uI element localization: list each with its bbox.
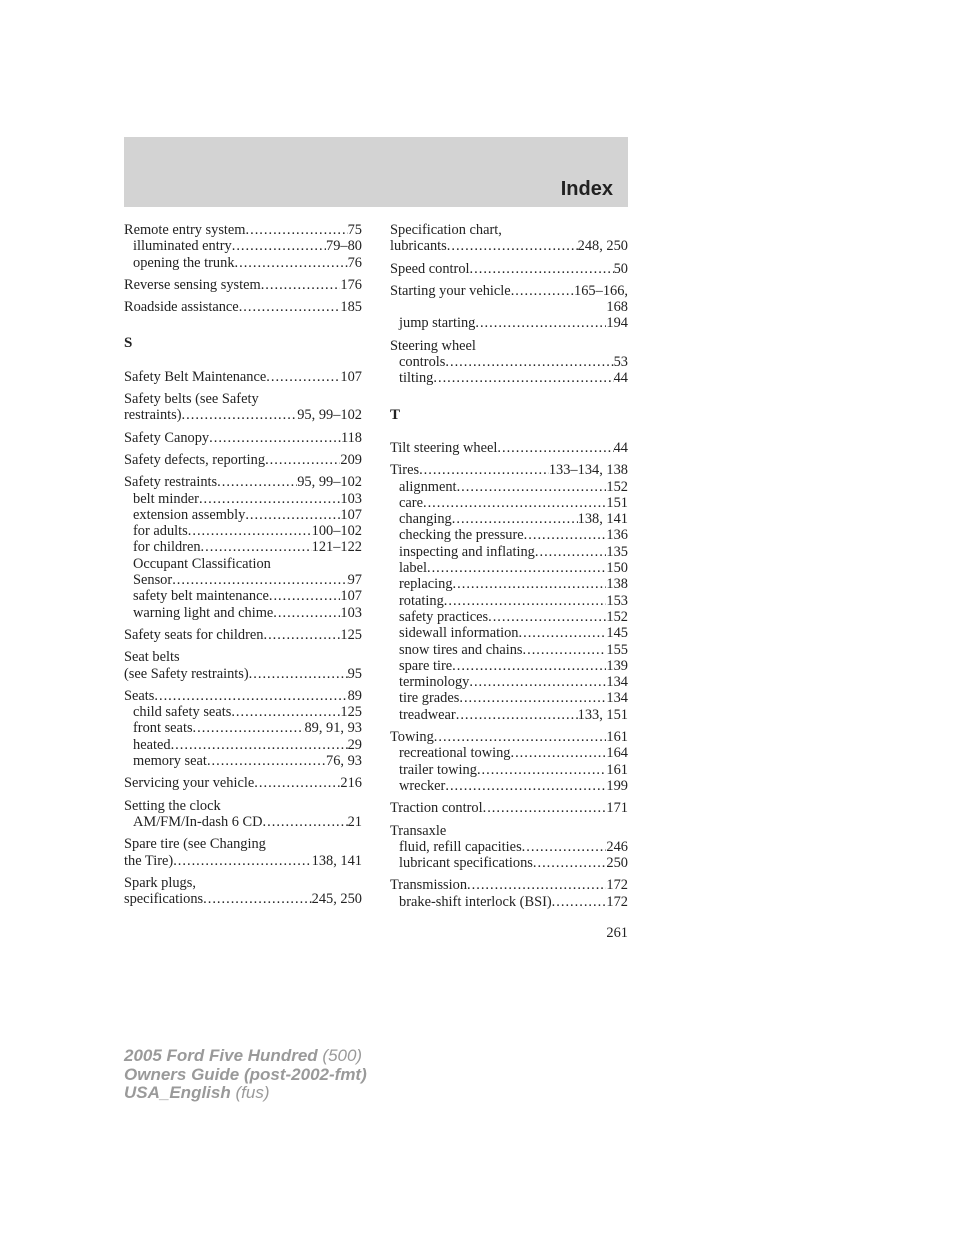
index-term: restraints) <box>124 407 182 424</box>
dot-leader <box>477 762 606 778</box>
section-header-bar <box>124 137 628 207</box>
index-page-ref: 199 <box>606 777 628 794</box>
index-entry <box>124 775 362 791</box>
index-page-ref: 176 <box>340 276 362 293</box>
index-term: Setting the clock <box>124 797 221 814</box>
index-term: rotating <box>399 592 444 609</box>
index-subentry-row <box>390 894 628 910</box>
index-term: lubricant specifications <box>399 855 533 872</box>
index-entry <box>124 222 362 271</box>
index-page-ref: 95 <box>347 665 362 682</box>
dot-leader <box>249 666 348 682</box>
index-page-ref: 168 <box>606 299 628 316</box>
index-subentry-row <box>124 720 362 736</box>
dot-leader <box>201 539 312 555</box>
index-term: Roadside assistance <box>124 299 239 316</box>
index-page-ref: 107 <box>340 588 362 605</box>
index-term: brake-shift interlock (BSI) <box>399 893 552 910</box>
index-page-ref: 145 <box>606 625 628 642</box>
index-page-ref: 79–80 <box>326 238 362 255</box>
dot-leader <box>182 407 298 423</box>
index-page-ref: 153 <box>606 592 628 609</box>
index-entry-row <box>124 891 362 907</box>
index-entry <box>390 729 628 794</box>
dot-leader <box>470 261 614 277</box>
dot-leader <box>154 688 347 704</box>
dot-leader <box>533 855 607 871</box>
index-term: Safety Belt Maintenance <box>124 368 267 385</box>
index-entry <box>124 688 362 769</box>
index-term: AM/FM/In-dash 6 CD <box>133 813 263 830</box>
index-subentry-row <box>390 642 628 658</box>
index-page-ref: 133–134, 138 <box>548 462 628 479</box>
index-entry <box>124 369 362 385</box>
index-page-ref: 161 <box>606 729 628 746</box>
index-term: for adults <box>133 523 188 540</box>
index-page-ref: 209 <box>340 451 362 468</box>
index-term: snow tires and chains <box>399 641 523 658</box>
index-page-ref: 138, 141 <box>577 511 628 528</box>
index-page-ref: 165–166, <box>574 282 628 299</box>
dot-leader <box>510 745 606 761</box>
footer-language-code: (fus) <box>235 1083 270 1102</box>
index-page-ref: 135 <box>606 543 628 560</box>
index-term: child safety seats <box>133 704 232 721</box>
dot-leader <box>231 704 340 720</box>
index-page-ref: 151 <box>606 494 628 511</box>
index-term: Safety Canopy <box>124 429 210 446</box>
index-term: opening the trunk <box>133 254 235 271</box>
dot-leader <box>263 814 348 830</box>
index-entry <box>390 800 628 816</box>
index-subentry-row <box>390 544 628 560</box>
index-subentry-row <box>124 605 362 621</box>
dot-leader <box>427 560 606 576</box>
index-page-ref: 95, 99–102 <box>297 474 362 491</box>
index-term: warning light and chime <box>133 604 274 621</box>
dot-leader <box>419 462 549 478</box>
index-page-ref: 139 <box>606 657 628 674</box>
index-term: Traction control <box>390 800 483 817</box>
index-page-ref: 134 <box>606 690 628 707</box>
index-page-ref: 250 <box>606 855 628 872</box>
index-entry <box>124 474 362 621</box>
index-term: safety practices <box>399 608 489 625</box>
index-term: extension assembly <box>133 506 246 523</box>
dot-leader <box>511 283 574 299</box>
index-term: jump starting <box>399 315 476 332</box>
dot-leader <box>269 588 341 604</box>
index-term: care <box>399 494 423 511</box>
index-page-ref: 172 <box>606 877 628 894</box>
dot-leader <box>239 299 341 315</box>
index-entry <box>124 452 362 468</box>
dot-leader <box>273 605 340 621</box>
index-term: Safety restraints <box>124 474 218 491</box>
index-page-ref: 75 <box>347 222 362 238</box>
index-entry <box>390 877 628 910</box>
index-entry <box>390 440 628 456</box>
index-term: front seats <box>133 720 193 737</box>
index-letter-heading: T <box>390 406 401 423</box>
index-term: specifications <box>124 891 204 908</box>
index-term: illuminated entry <box>133 238 232 255</box>
index-page-ref: 95, 99–102 <box>297 407 362 424</box>
index-page-ref: 103 <box>340 490 362 507</box>
dot-leader <box>246 222 348 238</box>
index-entry-row <box>124 775 362 791</box>
dot-leader <box>523 642 607 658</box>
dot-leader <box>497 440 613 456</box>
dot-leader <box>188 523 312 539</box>
index-entry-row <box>124 222 362 238</box>
index-entry <box>124 430 362 446</box>
index-entry-row <box>390 440 628 456</box>
index-page-ref: 21 <box>347 813 362 830</box>
index-term: Spark plugs, <box>124 874 196 891</box>
index-entry <box>390 261 628 277</box>
index-entry <box>390 338 628 387</box>
index-entry <box>124 627 362 643</box>
index-entry-row <box>390 462 628 478</box>
index-term: Tilt steering wheel <box>390 439 498 456</box>
index-subentry-row <box>124 238 362 254</box>
index-page-ref: 245, 250 <box>311 891 362 908</box>
dot-leader <box>172 572 347 588</box>
index-subentry-row <box>390 576 628 592</box>
index-term: memory seat <box>133 753 207 770</box>
index-term: Towing <box>390 729 434 746</box>
footer-model: 2005 Ford Five Hundred <box>124 1046 318 1065</box>
index-subentry-row <box>390 495 628 511</box>
dot-leader <box>265 452 340 468</box>
index-term: treadwear <box>399 706 456 723</box>
dot-leader <box>475 315 606 331</box>
index-entry-row <box>390 261 628 277</box>
index-term: changing <box>399 511 452 528</box>
index-page-ref: 164 <box>606 745 628 762</box>
index-term: Specification chart, <box>390 222 502 238</box>
index-entry-row <box>124 666 362 682</box>
dot-leader <box>245 507 340 523</box>
index-term: checking the pressure <box>399 527 524 544</box>
index-entry-row <box>390 283 628 299</box>
index-page-ref: 136 <box>606 527 628 544</box>
index-page-ref: 107 <box>340 506 362 523</box>
index-page-ref: 125 <box>340 704 362 721</box>
index-term: Steering wheel <box>390 337 476 354</box>
index-subentry-row <box>390 762 628 778</box>
dot-leader <box>535 544 607 560</box>
index-subentry-row <box>390 315 628 331</box>
index-subentry-row <box>390 560 628 576</box>
index-page-ref: 161 <box>606 761 628 778</box>
dot-leader <box>207 753 326 769</box>
index-term: inspecting and inflating <box>399 543 535 560</box>
footer-guide: Owners Guide (post-2002-fmt) <box>124 1064 367 1084</box>
index-entry-row <box>124 452 362 468</box>
index-entry-row <box>390 729 628 745</box>
index-subentry-row <box>124 737 362 753</box>
index-entry-row <box>390 877 628 893</box>
index-term: spare tire <box>399 657 453 674</box>
index-page-ref: 103 <box>340 604 362 621</box>
dot-leader <box>434 729 607 745</box>
index-subentry-row <box>390 707 628 723</box>
dot-leader <box>469 674 606 690</box>
index-subentry-row <box>390 479 628 495</box>
index-term: heated <box>133 736 171 753</box>
index-subentry-row <box>124 507 362 523</box>
dot-leader <box>459 690 606 706</box>
dot-leader <box>447 238 578 254</box>
index-term: Safety seats for children <box>124 626 264 643</box>
index-subentry-row <box>124 491 362 507</box>
index-term: controls <box>399 354 446 371</box>
dot-leader <box>173 853 311 869</box>
footer-language: USA_English <box>124 1083 231 1102</box>
index-term: Spare tire (see Changing <box>124 836 266 853</box>
index-page-ref: 152 <box>606 478 628 495</box>
index-column-right <box>390 222 628 916</box>
index-page-ref: 121–122 <box>311 539 362 556</box>
footer-model-code: (500) <box>322 1046 363 1065</box>
index-entry <box>390 823 628 872</box>
index-subentry-row <box>124 814 362 830</box>
index-page-ref: 76 <box>347 254 362 271</box>
index-subentry-row <box>124 572 362 588</box>
index-entry <box>124 277 362 293</box>
index-subentry-row <box>390 354 628 370</box>
dot-leader <box>171 737 348 753</box>
dot-leader <box>444 593 607 609</box>
index-page-ref: 171 <box>606 800 628 817</box>
section-title: Index <box>560 178 613 200</box>
index-page-ref: 50 <box>613 260 628 277</box>
dot-leader <box>524 527 607 543</box>
index-subentry-row <box>390 609 628 625</box>
index-subentry-row <box>124 255 362 271</box>
index-term: Speed control <box>390 260 470 277</box>
index-entry-row <box>390 238 628 254</box>
index-entry-row <box>124 407 362 423</box>
index-subentry-row <box>124 753 362 769</box>
index-page-ref: 97 <box>347 572 362 589</box>
dot-leader <box>519 625 607 641</box>
dot-leader <box>452 658 606 674</box>
page-number: 261 <box>606 925 628 941</box>
index-page-ref: 194 <box>606 315 628 332</box>
dot-leader <box>193 720 305 736</box>
index-page-ref: 155 <box>606 641 628 658</box>
index-term: Sensor <box>133 572 173 589</box>
index-subentry-row <box>390 855 628 871</box>
index-term: (see Safety restraints) <box>124 665 249 682</box>
dot-leader <box>552 894 607 910</box>
index-term: Transaxle <box>390 822 447 839</box>
dot-leader <box>453 576 607 592</box>
index-term: Safety belts (see Safety <box>124 391 259 408</box>
index-term: terminology <box>399 674 470 691</box>
index-term: fluid, refill capacities <box>399 838 522 855</box>
index-term: Reverse sensing system <box>124 276 261 293</box>
index-term: alignment <box>399 478 457 495</box>
index-page-ref: 185 <box>340 299 362 316</box>
index-page-ref: 89 <box>347 687 362 704</box>
index-entry <box>390 462 628 723</box>
index-entry <box>390 222 628 255</box>
index-subentry-row <box>390 511 628 527</box>
index-entry <box>390 283 628 332</box>
index-term: Remote entry system <box>124 222 246 238</box>
dot-leader <box>445 778 606 794</box>
index-term: safety belt maintenance <box>133 588 269 605</box>
index-subentry-row <box>390 839 628 855</box>
dot-leader <box>266 369 340 385</box>
index-entry-row <box>124 430 362 446</box>
index-term: Seat belts <box>124 649 180 666</box>
index-entry <box>124 391 362 424</box>
dot-leader <box>217 474 297 490</box>
dot-leader <box>263 627 340 643</box>
index-entry-row <box>124 299 362 315</box>
dot-leader <box>488 609 606 625</box>
index-entry <box>124 299 362 315</box>
index-subentry-row <box>390 674 628 690</box>
index-term: tilting <box>399 370 434 387</box>
index-subentry-row <box>124 523 362 539</box>
index-page-ref: 138 <box>606 576 628 593</box>
index-subentry-term: Occupant Classification <box>133 555 271 572</box>
index-entry-row <box>124 369 362 385</box>
index-subentry-row <box>390 527 628 543</box>
index-subentry-row <box>390 745 628 761</box>
index-page-ref: 216 <box>340 775 362 792</box>
dot-leader <box>199 491 340 507</box>
index-entry-row <box>124 627 362 643</box>
index-term: lubricants <box>390 238 447 255</box>
index-term: belt minder <box>133 490 199 507</box>
index-page-ref: 118 <box>340 429 362 446</box>
index-term: sidewall information <box>399 625 519 642</box>
index-page-ref: 53 <box>613 354 628 371</box>
index-term: wrecker <box>399 777 446 794</box>
dot-leader <box>254 775 340 791</box>
index-term: trailer towing <box>399 761 477 778</box>
index-entry-row <box>124 474 362 490</box>
index-page-ref: 248, 250 <box>577 238 628 255</box>
index-entry-row <box>124 853 362 869</box>
index-column-left <box>124 222 362 913</box>
dot-leader <box>433 370 613 386</box>
dot-leader <box>456 707 578 723</box>
dot-leader <box>232 238 326 254</box>
document-footer <box>124 1047 367 1103</box>
index-entry <box>124 836 362 869</box>
index-page-ref: 152 <box>606 608 628 625</box>
index-page-ref: 134 <box>606 674 628 691</box>
index-page-ref: 133, 151 <box>577 706 628 723</box>
index-subentry-row <box>390 593 628 609</box>
index-term: the Tire) <box>124 852 174 869</box>
dot-leader <box>467 877 606 893</box>
index-term: Starting your vehicle <box>390 282 511 299</box>
index-page-ref: 100–102 <box>311 523 362 540</box>
index-page-ref: 44 <box>613 370 628 387</box>
index-entry <box>124 875 362 908</box>
index-subentry-row <box>124 704 362 720</box>
index-page-ref: 107 <box>340 368 362 385</box>
index-entry <box>124 649 362 682</box>
index-letter-heading: S <box>124 335 133 352</box>
dot-leader <box>522 839 607 855</box>
index-page-ref: 172 <box>606 893 628 910</box>
index-term: tire grades <box>399 690 460 707</box>
index-page-ref: 125 <box>340 626 362 643</box>
index-subentry-row <box>124 539 362 555</box>
index-subentry-row <box>390 690 628 706</box>
index-term: Safety defects, reporting <box>124 451 266 468</box>
index-term: Tires <box>390 462 420 479</box>
dot-leader <box>235 255 348 271</box>
index-page-ref: 76, 93 <box>326 753 362 770</box>
index-subentry-row <box>390 625 628 641</box>
index-term: replacing <box>399 576 453 593</box>
index-page-ref: 138, 141 <box>311 852 362 869</box>
index-subentry-row <box>390 778 628 794</box>
index-entry-row <box>124 277 362 293</box>
index-term: recreational towing <box>399 745 511 762</box>
dot-leader <box>423 495 606 511</box>
dot-leader <box>483 800 607 816</box>
index-page-ref: 89, 91, 93 <box>304 720 362 737</box>
index-entry-row <box>124 688 362 704</box>
index-term: Transmission <box>390 877 468 894</box>
dot-leader <box>209 430 341 446</box>
index-term: for children <box>133 539 201 556</box>
index-page-ref: 29 <box>347 736 362 753</box>
index-page-ref: 150 <box>606 560 628 577</box>
dot-leader <box>457 479 607 495</box>
index-page-ref: 246 <box>606 838 628 855</box>
index-subentry-row <box>390 658 628 674</box>
index-subentry-row <box>124 588 362 604</box>
dot-leader <box>203 891 312 907</box>
dot-leader <box>445 354 613 370</box>
index-subentry-row <box>390 370 628 386</box>
dot-leader <box>261 277 341 293</box>
dot-leader <box>452 511 578 527</box>
index-entry <box>124 798 362 831</box>
index-term: Servicing your vehicle <box>124 775 255 792</box>
index-term: label <box>399 560 427 577</box>
index-term: Seats <box>124 687 155 704</box>
index-page-ref: 44 <box>613 439 628 456</box>
index-entry-row <box>390 800 628 816</box>
